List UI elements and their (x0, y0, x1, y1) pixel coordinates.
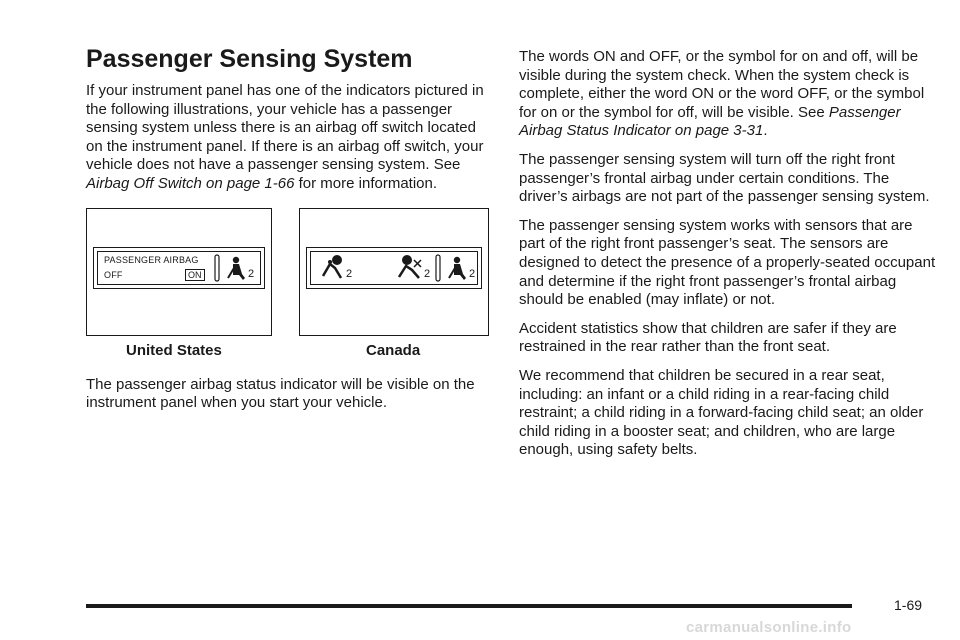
canada-subscript-3: 2 (469, 267, 476, 280)
canada-indicator-panel (299, 208, 489, 336)
status-indicator-paragraph: The passenger airbag status indicator will be visible on the instrument panel when you start your vehicle. (86, 375, 475, 412)
footer-rule (86, 604, 852, 608)
status-indicator-reference: Passenger Airbag Status Indicator on page 3-31 (519, 103, 901, 140)
airbag-off-switch-reference: Airbag Off Switch on page 1-66 (86, 174, 295, 192)
recommendation-paragraph: We recommend that children be secured in a rear seat, including: an infant or a child riding in a rear-facing child restraint; a child riding in a forward-facing child seat; an older child riding in a booster seat; and children, who are large enough, using safety belts. (519, 366, 924, 459)
page-title: Passenger Sensing System (86, 45, 413, 73)
turn-off-paragraph: The passenger sensing system will turn off the right front passenger’s frontal airbag under certain conditions. The driver’s airbags are not part of the passenger sensing system. (519, 150, 930, 206)
sensors-paragraph: The passenger sensing system works with sensors that are part of the right front passenger’s seat. The sensors are designed to detect the presence of a properly-seated occupant and determine if the right front passenger’s frontal airbag should be enabled (may inflate) or not. (519, 216, 936, 309)
canada-subscript-1: 2 (346, 267, 353, 280)
us-indicator-display (93, 247, 265, 289)
airbag-off-symbol-icon (397, 254, 423, 280)
us-on-text: ON (185, 269, 205, 281)
system-check-paragraph (519, 48, 939, 141)
accident-statistics-paragraph: Accident statistics show that children are safer if they are restrained in the rear rather than the front seat. (519, 319, 897, 356)
system-check-tail: . (763, 122, 768, 140)
divider-bar-icon (214, 254, 220, 282)
us-off-text: OFF (104, 269, 123, 280)
canada-subscript-2: 2 (424, 267, 431, 280)
canada-figure-label: Canada (366, 341, 421, 359)
us-figure-label: United States (126, 341, 222, 359)
seated-passenger-airbag-icon (225, 256, 247, 282)
page-number: 1-69 (894, 597, 923, 613)
intro-tail: for more information. (294, 174, 438, 192)
indicator-illustrations (86, 208, 490, 370)
right-column (519, 48, 939, 470)
seated-passenger-airbag-icon (446, 256, 468, 282)
us-subscript: 2 (248, 267, 255, 280)
intro-paragraph (86, 82, 490, 194)
canada-indicator-display (306, 247, 482, 289)
us-indicator-panel (86, 208, 272, 336)
system-check-text: The words ON and OFF, or the symbol for on and off, will be visible during the system check. When the system check is complete, either the word ON or the word OFF, or the symbol for on or the symbol for off, will be visible. See (519, 48, 925, 121)
divider-bar-icon (435, 254, 441, 282)
watermark: carmanualsonline.info (686, 619, 852, 636)
intro-text: If your instrument panel has one of the indicators pictured in the following illustrations, your vehicle has a passenger sensing system unless there is an airbag off switch located on the instrument panel. If there is an airbag off switch, your vehicle does not have a passenger sensing system. See (86, 82, 484, 174)
us-passenger-airbag-text: PASSENGER AIRBAG (104, 254, 199, 265)
left-column (86, 44, 490, 423)
airbag-on-symbol-icon (321, 254, 345, 280)
